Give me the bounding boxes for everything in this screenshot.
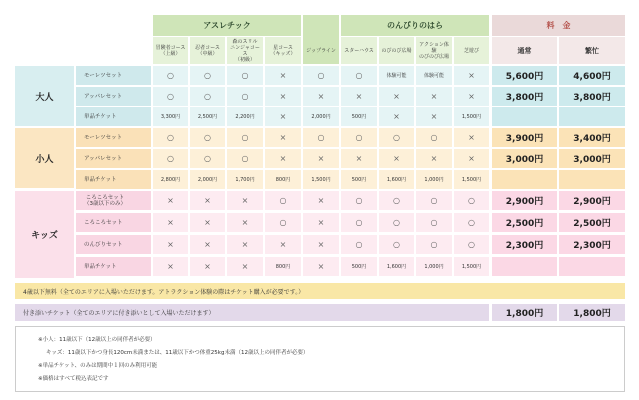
table-cell: ○	[454, 213, 489, 232]
fee-season: 3,000円	[559, 149, 625, 168]
table-cell: 1,700円	[227, 170, 263, 189]
course-header-star: 星コース （キッズ）	[265, 37, 301, 64]
table-cell: ×	[303, 191, 339, 210]
table-cell: 500円	[341, 107, 377, 126]
nonbiri-header-action: アクション体験 のびのび広場	[416, 37, 452, 64]
table-cell: 1,600円	[379, 170, 414, 189]
table-cell: ○	[379, 235, 414, 254]
footnote-single-ticket: ※単品チケット、のみは期間中１回のみ利用可能	[38, 363, 158, 369]
table-cell: ×	[190, 235, 225, 254]
nonbiri-header-field: のびのび広場	[379, 37, 414, 64]
table-cell: ×	[265, 235, 301, 254]
row-label: 単品チケット	[76, 107, 151, 126]
table-cell: ×	[190, 257, 225, 276]
table-cell: ○	[416, 213, 452, 232]
table-cell: 500円	[341, 170, 377, 189]
fee-normal: 5,600円	[492, 66, 557, 85]
row-label: 単品チケット	[76, 170, 151, 189]
zipline-header: ジップライン	[306, 47, 336, 54]
table-cell: ×	[341, 87, 377, 106]
fee-header: 料 金	[492, 15, 625, 36]
table-cell: ○	[153, 128, 188, 147]
table-cell: ○	[416, 235, 452, 254]
table-cell: ×	[379, 107, 414, 126]
table-cell: 1,500円	[454, 170, 489, 189]
fee-normal	[492, 107, 557, 126]
fee-normal	[492, 170, 557, 189]
table-cell: 1,600円	[379, 257, 414, 276]
table-cell: ○	[153, 87, 188, 106]
fee-season	[559, 107, 625, 126]
table-cell: ×	[416, 107, 452, 126]
row-label: アッパレセット	[76, 149, 151, 168]
fee-season	[559, 257, 625, 276]
fee-season: 2,500円	[559, 213, 625, 232]
fee-season: 2,900円	[559, 191, 625, 210]
table-cell: ×	[227, 213, 263, 232]
table-cell: 1,500円	[454, 257, 489, 276]
table-cell: ○	[416, 128, 452, 147]
nonbiri-header-lawn: 芝遊び	[454, 37, 489, 64]
table-cell: ×	[454, 128, 489, 147]
row-label: アッパレセット	[76, 87, 151, 106]
fee-normal	[492, 257, 557, 276]
table-cell: ×	[265, 149, 301, 168]
table-cell: 1,500円	[303, 170, 339, 189]
course-header-adventure: 冒険者コース （上級）	[153, 37, 188, 64]
table-cell: ○	[416, 191, 452, 210]
table-cell: ○	[227, 128, 263, 147]
table-cell: ○	[190, 87, 225, 106]
table-cell: ○	[303, 66, 339, 85]
companion-ticket-label: 付き添いチケット（全てのエリアに付き添いとして入場いただけます）	[15, 304, 489, 321]
category-kids: キッズ	[15, 191, 74, 278]
row-label: モーレツセット	[76, 66, 151, 85]
table-cell: ○	[341, 191, 377, 210]
table-cell: ○	[227, 87, 263, 106]
fee-season: 4,600円	[559, 66, 625, 85]
table-cell: ×	[227, 257, 263, 276]
table-cell: ○	[227, 149, 263, 168]
table-cell: ×	[153, 213, 188, 232]
row-label: ころころセット （3歳以下のみ）	[76, 191, 151, 210]
table-cell: 体験可能	[416, 66, 452, 85]
row-label: ころころセット	[76, 213, 151, 232]
athletic-header: アスレチック	[153, 15, 301, 36]
table-cell: ○	[341, 128, 377, 147]
companion-fee-season: 1,800円	[559, 304, 625, 321]
fee-normal-header: 通常	[492, 37, 557, 64]
fee-normal: 2,500円	[492, 213, 557, 232]
fee-season: 2,300円	[559, 235, 625, 254]
table-cell: ×	[454, 66, 489, 85]
table-cell: ×	[153, 191, 188, 210]
footnote-child: ※小人：11歳以下（12歳以上の同伴者が必要）	[38, 337, 156, 343]
table-cell: ×	[227, 235, 263, 254]
table-cell: ×	[303, 257, 339, 276]
course-header-ninja: 忍者コース （中級）	[190, 37, 225, 64]
row-label: のんびりセット	[76, 235, 151, 254]
table-cell: ○	[454, 191, 489, 210]
table-cell: ×	[454, 149, 489, 168]
fee-season-header: 繁忙	[559, 37, 625, 64]
fee-season: 3,400円	[559, 128, 625, 147]
fee-normal: 3,000円	[492, 149, 557, 168]
table-cell: ×	[265, 128, 301, 147]
table-cell: ○	[190, 128, 225, 147]
fee-normal: 3,800円	[492, 87, 557, 106]
table-cell: ×	[153, 257, 188, 276]
table-cell: ○	[265, 191, 301, 210]
table-cell: ○	[190, 149, 225, 168]
table-cell: ○	[454, 235, 489, 254]
nonbiri-header: のんびりのはら	[341, 15, 489, 36]
table-cell: 1,000円	[416, 257, 452, 276]
table-cell: ×	[379, 87, 414, 106]
fee-season: 3,800円	[559, 87, 625, 106]
table-cell: 2,000円	[190, 170, 225, 189]
table-cell: ○	[303, 128, 339, 147]
table-cell: 2,500円	[190, 107, 225, 126]
category-adult: 大人	[15, 66, 74, 126]
fee-normal: 2,300円	[492, 235, 557, 254]
table-cell: ○	[227, 66, 263, 85]
table-cell: 2,800円	[153, 170, 188, 189]
table-cell: ×	[303, 149, 339, 168]
table-cell: ○	[379, 213, 414, 232]
table-cell: ×	[190, 191, 225, 210]
footnote-kids: キッズ：11歳以下かつ身長120cm未満または、11歳以下かつ体重25kg未満（12歳以上の同伴者が必要）	[46, 350, 309, 356]
category-child: 小人	[15, 128, 74, 188]
table-cell: 1,500円	[454, 107, 489, 126]
table-cell: ○	[190, 66, 225, 85]
fee-normal: 2,900円	[492, 191, 557, 210]
table-cell: ○	[153, 66, 188, 85]
table-cell: ×	[303, 213, 339, 232]
table-cell: ○	[379, 128, 414, 147]
table-cell: 1,000円	[416, 170, 452, 189]
table-cell: 体験可能	[379, 66, 414, 85]
table-cell: ×	[416, 149, 452, 168]
table-cell: 800円	[265, 257, 301, 276]
table-cell: ○	[265, 213, 301, 232]
companion-fee-normal: 1,800円	[492, 304, 557, 321]
fee-normal: 3,900円	[492, 128, 557, 147]
table-cell: ×	[303, 235, 339, 254]
table-cell: ×	[341, 149, 377, 168]
table-cell: ×	[379, 149, 414, 168]
row-label: 単品チケット	[76, 257, 151, 276]
table-cell: 800円	[265, 170, 301, 189]
table-cell: 2,200円	[227, 107, 263, 126]
table-cell: ○	[341, 235, 377, 254]
table-cell: 2,000円	[303, 107, 339, 126]
table-cell: ×	[454, 87, 489, 106]
table-cell: ×	[153, 235, 188, 254]
infant-note: 4歳以下無料（全てのエリアに入場いただけます。アトラクション体験の際はチケット購入が必要です。）	[15, 283, 625, 299]
course-header-forest: 森のスリル ニンジャコース （初級）	[227, 37, 263, 64]
nonbiri-header-star-house: スターハウス	[341, 37, 377, 64]
table-cell: ○	[153, 149, 188, 168]
fee-season	[559, 170, 625, 189]
table-cell: ×	[265, 66, 301, 85]
table-cell: ○	[341, 213, 377, 232]
table-cell: 3,300円	[153, 107, 188, 126]
table-cell: ×	[416, 87, 452, 106]
table-cell: ×	[190, 213, 225, 232]
table-cell: ×	[303, 87, 339, 106]
table-cell: ×	[265, 107, 301, 126]
row-label: モーレツセット	[76, 128, 151, 147]
footnote-tax: ※価格はすべて税込表記です	[38, 376, 109, 382]
table-cell: ○	[379, 191, 414, 210]
table-cell: ×	[227, 191, 263, 210]
table-cell: 500円	[341, 257, 377, 276]
table-cell: ○	[341, 66, 377, 85]
table-cell: ×	[265, 87, 301, 106]
